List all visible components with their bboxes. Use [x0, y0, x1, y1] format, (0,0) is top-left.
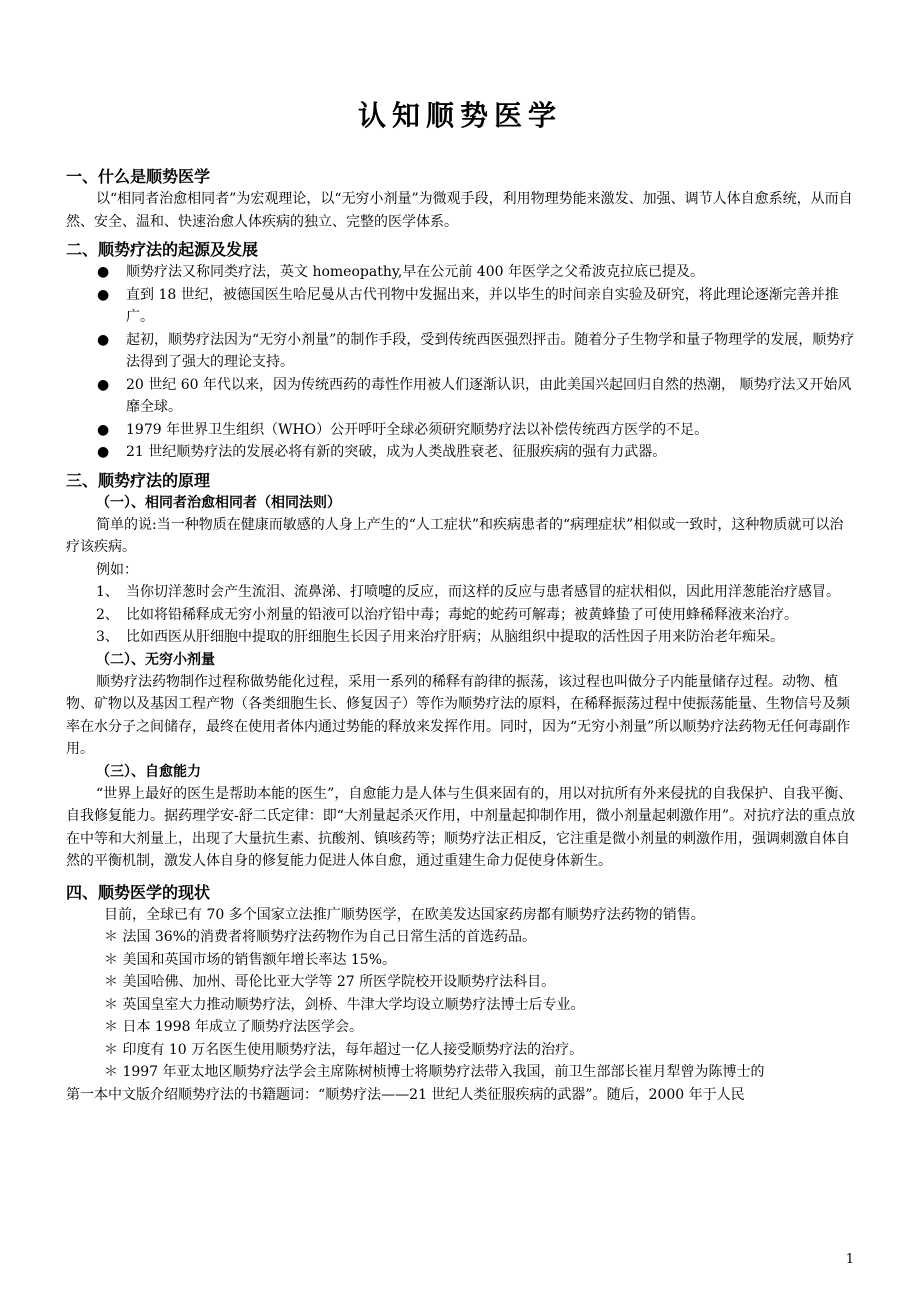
list-item: 3、 比如西医从肝细胞中提取的肝细胞生长因子用来治疗肝病；从脑组织中提取的活性因子用来防治老年痴呆。 — [96, 629, 784, 645]
example-label: 例如： — [96, 561, 138, 578]
subsection-2-heading: （二）、无穷小剂量 — [96, 651, 215, 668]
status-item: ＊ 美国和英国市场的销售额年增长率达 15%。 — [104, 951, 397, 968]
status-item: ＊ 法国 36%的消费者将顺势疗法药物作为自己日常生活的首选药品。 — [104, 929, 537, 945]
document-body — [66, 166, 856, 1106]
list-item: 1、 当你切洋葱时会产生流泪、流鼻涕、打喷嚏的反应，而这样的反应与患者感冒的症状相似，因此用洋葱能治疗感冒。 — [96, 584, 840, 600]
bullet-icon: ● — [97, 421, 110, 438]
status-item-continuation: 第一本中文版介绍顺势疗法的书籍题词：“顺势疗法——21 世纪人类征服疾病的武器”。随后，2000 年于人民 — [66, 1086, 745, 1103]
example-list — [66, 581, 856, 649]
status-item: ＊ 美国哈佛、加州、哥伦比亚大学等 27 所医学院校开设顺势疗法科目。 — [104, 974, 556, 990]
list-item: ● 21 世纪顺势疗法的发展必将有新的突破，成为人类战胜衰老、征服疾病的强有力武器。 — [66, 441, 856, 464]
section-1-text: 以“相同者治愈相同者”为宏观理论，以“无穷小剂量”为微观手段，利用物理势能来激发、加强、调节人体自愈系统，从而自然、安全、温和、快速治愈人体疾病的独立、完整的医学体系。 — [66, 191, 853, 230]
section-1-heading: 一、什么是顺势医学 — [66, 167, 211, 186]
list-item: 2、 比如将铅稀释成无穷小剂量的铅液可以治疗铅中毒；毒蛇的蛇药可解毒；被黄蜂蛰了可使用蜂稀释液来治疗。 — [96, 606, 798, 623]
status-item: ＊ 日本 1998 年成立了顺势疗法医学会。 — [104, 1019, 363, 1035]
page-number: 1 — [845, 1252, 854, 1267]
bullet-icon: ● — [97, 376, 110, 393]
list-item: ● 顺势疗法又称同类疗法，英文 homeopathy,早在公元前 400 年医学之父希波克拉底已提及。 — [66, 261, 856, 284]
list-item: ● 1979 年世界卫生组织（WHO）公开呼吁全球必须研究顺势疗法以补偿传统西方医学的不足。 — [66, 419, 856, 442]
bullet-icon: ● — [97, 444, 110, 460]
section-4-heading: 四、顺势医学的现状 — [66, 882, 211, 902]
section-3-heading: 三、顺势疗法的原理 — [66, 470, 211, 490]
list-item: ● 20 世纪 60 年代以来，因为传统西药的毒性作用被人们逐渐认识，由此美国兴起回归自然的热潮， 顺势疗法又开始风靡全球。 — [66, 374, 856, 419]
page-title: 认知顺势医学 — [357, 99, 562, 132]
bullet-icon: ● — [97, 331, 110, 348]
section-4-intro: 目前，全球已有 70 多个国家立法推广顺势医学，在欧美发达国家药房都有顺势疗法药物的销售。 — [104, 906, 705, 923]
section-2-heading: 二、顺势疗法的起源及发展 — [66, 240, 259, 259]
subsection-2-text: 顺势疗法药物制作过程称做势能化过程，采用一系列的稀释有韵律的振荡，该过程也叫做分子内能量储存过程。动物、植物、矿物以及基因工程产物（各类细胞生长、修复因子）等作为顺势疗法的原料，在稀释振荡过程中使振荡能量、生物信号及频率在水分子之间储存，最终在使用者体内通过势能的释放来发挥作用。同时，因为“无穷小剂量”所以顺势疗法药物无任何毒副作用。 — [66, 673, 851, 757]
subsection-1-text: 简单的说:当一种物质在健康而敏感的人身上产生的“人工症状”和疾病患者的“病理症状”相似或一致时，这种物质就可以治疗该疾病。 — [66, 516, 844, 555]
bullet-icon: ● — [97, 286, 110, 303]
subsection-1-heading: （一）、相同者治愈相同者（相同法则） — [96, 494, 341, 511]
list-item: ● 起初，顺势疗法因为“无穷小剂量”的制作手段，受到传统西医强烈抨击。随着分子生物学和量子物理学的发展，顺势疗法得到了强大的理论支持。 — [66, 329, 856, 374]
status-item: ＊ 英国皇室大力推动顺势疗法，剑桥、牛津大学均设立顺势疗法博士后专业。 — [104, 996, 585, 1013]
list-item: ● 直到 18 世纪，被德国医生哈尼曼从古代刊物中发掘出来，并以毕生的时间亲自实验及研究，将此理论逐渐完善并推广。 — [66, 284, 856, 329]
status-item: ＊ 印度有 10 万名医生使用顺势疗法，每年超过一亿人接受顺势疗法的治疗。 — [104, 1041, 584, 1058]
subsection-3-heading: （三）、自愈能力 — [96, 763, 201, 780]
status-item-last: ＊ 1997 年亚太地区顺势疗法学会主席陈树桢博士将顺势疗法带入我国，前卫生部部长崔月犁曾为陈博士的 — [104, 1064, 765, 1080]
subsection-3-text: “世界上最好的医生是帮助本能的医生”，自愈能力是人体与生俱来固有的，用以对抗所有外来侵扰的自我保护、自我平衡、自我修复能力。据药理学安-舒二氏定律：即“大剂量起杀灭作用，中剂量起抑制作用，微小剂量起刺激作用”。对抗疗法的重点放在中等和大剂量上，出现了大量抗生素、抗酸剂、镇咳药等；顺势疗法正相反，它注重是微小剂量的刺激作用，强调刺激自体自然的平衡机制，激发人体自身的修复能力促进人体自愈，通过重建生命力促使身体新生。 — [66, 785, 856, 869]
origin-bullet-list — [66, 261, 856, 464]
bullet-icon: ● — [97, 264, 110, 280]
